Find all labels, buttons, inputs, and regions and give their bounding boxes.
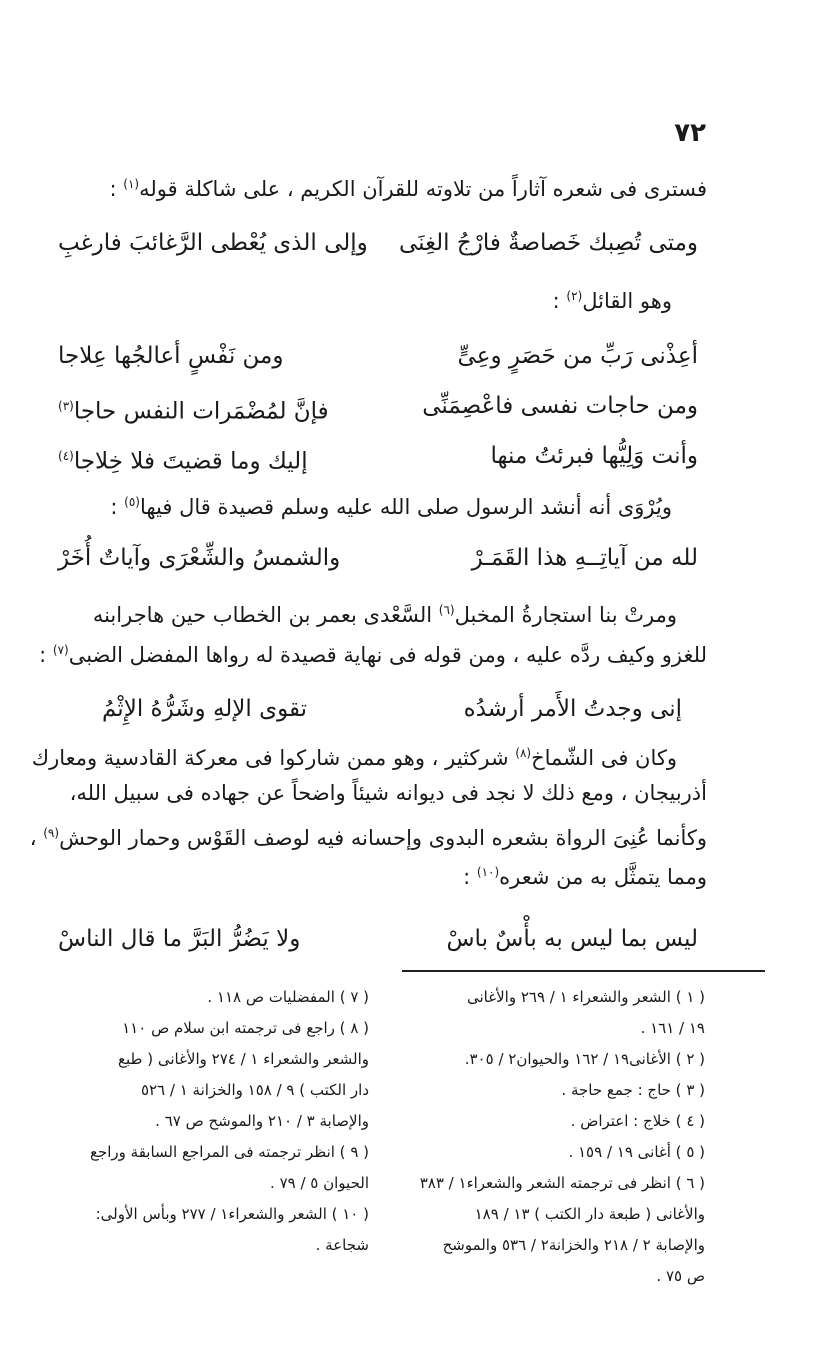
- footnote-line: ( ١ ) الشعر والشعراء ١ / ٢٦٩ والأغانى: [467, 988, 705, 1006]
- intro-text: فسترى فى شعره آثاراً من تلاوته للقرآن الكريم ، على شاكلة قوله: [139, 177, 707, 201]
- note-mark-2: (٢): [566, 289, 583, 303]
- verse-2-first-hemistich: أعِذْنى رَبِّ من حَصَرٍ وعِىٍّ: [457, 343, 698, 369]
- verse-6: [102, 686, 682, 732]
- intro-text-end: :: [109, 177, 124, 201]
- note-mark-6: (٦): [438, 603, 455, 617]
- note-mark-5: (٥): [124, 495, 140, 509]
- paragraph-2-line-2: أذربيجان ، ومع ذلك لا نجد فى ديوانه شيئاً واضحاً عن جهاده فى سبيل الله،: [69, 781, 707, 805]
- footnote-line: ( ٦ ) انظر فى ترجمته الشعر والشعراء١ / ٣٨٣: [419, 1174, 705, 1192]
- verse-5-first-hemistich: لله من آياتِــهِ هذا القَمَـرْ: [471, 545, 698, 571]
- verse-6-second-hemistich: تقوى الإلهِ وشَرُّهُ الإِثْمُ: [102, 696, 308, 722]
- speaker-line: [62, 276, 672, 321]
- note-mark-8: (٨): [515, 746, 532, 760]
- footnote-line: ( ٤ ) خلاج : اعتراض .: [570, 1112, 705, 1130]
- note-mark-3: (٣): [58, 399, 74, 413]
- speaker-text-end: :: [552, 289, 567, 313]
- verse-1: [58, 220, 698, 266]
- narration-text-end: :: [110, 495, 125, 519]
- verse-4-first-hemistich: وأنت وَلِيُّها فبرئتُ منها: [490, 443, 698, 469]
- footnote-line: شجاعة .: [315, 1236, 369, 1254]
- intro-line: [97, 164, 707, 209]
- paragraph-2-line-1: وكان فى الشّماخ$^{(٨)}$ شركثير ، وهو ممن شاركوا فى معركة القادسية ومعارك: [31, 746, 677, 770]
- page-number: ٧٢: [674, 118, 706, 148]
- verse-4: [58, 433, 698, 479]
- verse-7-first-hemistich: ليس بما ليس به بأْسٌ باسْ: [446, 926, 698, 952]
- footnotes-left-column: [19, 982, 369, 1261]
- verse-7: [58, 916, 698, 962]
- footnote-line: والإصابة ٣ / ٢١٠ والموشح ص ٦٧ .: [155, 1112, 369, 1130]
- footnotes-right-column: [375, 982, 705, 1292]
- footnote-line: ( ١٠ ) الشعر والشعراء١ / ٢٧٧ وبأس الأولى:: [95, 1205, 369, 1223]
- verse-3-first-hemistich: ومن حاجات نفسى فاعْصِمَنِّى: [422, 393, 698, 419]
- footnote-separator: [402, 970, 765, 972]
- verse-1-second-hemistich: وإلى الذى يُعْطى الرَّغائبَ فارغبِ: [58, 230, 368, 256]
- footnote-line: ( ٣ ) حاج : جمع حاجة .: [561, 1081, 705, 1099]
- footnote-line: الحيوان ٥ / ٧٩ .: [270, 1174, 369, 1192]
- footnote-line: ١٩ / ١٦١ .: [640, 1019, 705, 1037]
- verse-4-second-hemistich: إليك وما قضيتَ فلا خِلاجا$^{(٤)}$: [58, 448, 308, 475]
- note-mark-4: (٤): [58, 449, 74, 463]
- verse-3-second-hemistich: فإنَّ لمُضْمَرات النفس حاجا$^{(٣)}$: [58, 398, 329, 425]
- paragraph-2-line-4: ومما يتمثَّل به من شعره$^{(١٠)}$ :: [463, 865, 707, 889]
- speaker-text: وهو القائل: [582, 289, 672, 313]
- footnote-line: والشعر والشعراء ١ / ٢٧٤ والأغانى ( طبع: [117, 1050, 369, 1068]
- narration-text: ويُرْوَى أنه أنشد الرسول صلى الله عليه وسلم قصيدة قال فيها: [139, 495, 672, 519]
- paragraph-1-line-2: للغزو وكيف ردَّه عليه ، ومن قوله فى نهاية قصيدة له رواها المفضل الضبى$^{(٧)}$ :: [39, 643, 707, 667]
- paragraph-1-line-1: ومرتْ بنا استجارةُ المخبل$^{(٦)}$ السَّعْدى بعمر بن الخطاب حين هاجرابنه: [92, 603, 677, 627]
- verse-6-first-hemistich: إنى وجدتُ الأَمر أرشدُه: [463, 696, 682, 722]
- footnote-line: والإصابة ٢ / ٢١٨ والخزانة٢ / ٥٣٦ والموشح: [442, 1236, 705, 1254]
- note-mark-7: (٧): [52, 643, 69, 657]
- note-mark-10: (١٠): [476, 865, 500, 879]
- footnote-line: والأغانى ( طبعة دار الكتب ) ١٣ / ١٨٩: [474, 1205, 705, 1223]
- footnote-line: ( ٥ ) أغانى ١٩ / ١٥٩ .: [568, 1143, 705, 1161]
- verse-7-second-hemistich: ولا يَضُرُّ البَرَّ ما قال الناسْ: [58, 926, 301, 952]
- verse-2-second-hemistich: ومن نَفْسٍ أعالجُها عِلاجا: [58, 343, 284, 369]
- footnote-line: ص ٧٥ .: [656, 1267, 705, 1285]
- verse-3: [58, 383, 698, 429]
- note-mark-9: (٩): [43, 826, 60, 840]
- footnote-line: ( ٨ ) راجع فى ترجمته ابن سلام ص ١١٠: [122, 1019, 369, 1037]
- footnote-line: ( ٢ ) الأغانى١٩ / ١٦٢ والحيوان٢ / ٣٠٥.: [464, 1050, 705, 1068]
- footnote-line: ( ٧ ) المفضليات ص ١١٨ .: [207, 988, 369, 1006]
- paragraph-2-line-3: وكأنما عُنِىَ الرواة بشعره البدوى وإحسانه فيه لوصف القَوْس وحمار الوحش$^{(٩)}$ ،: [29, 826, 707, 850]
- narration-line: [62, 482, 672, 527]
- verse-1-first-hemistich: ومتى تُصِبك خَصاصةٌ فارْجُ الغِنَى: [398, 230, 698, 256]
- verse-2: [58, 333, 698, 379]
- footnote-line: دار الكتب ) ٩ / ١٥٨ والخزانة ١ / ٥٢٦: [140, 1081, 369, 1099]
- verse-5-second-hemistich: والشمسُ والشِّعْرَى وآياتٌ أُخَرْ: [58, 545, 341, 571]
- note-mark-1: (١): [123, 177, 140, 191]
- footnote-line: ( ٩ ) انظر ترجمته فى المراجع السابقة وراجع: [90, 1143, 369, 1161]
- verse-5: [58, 535, 698, 581]
